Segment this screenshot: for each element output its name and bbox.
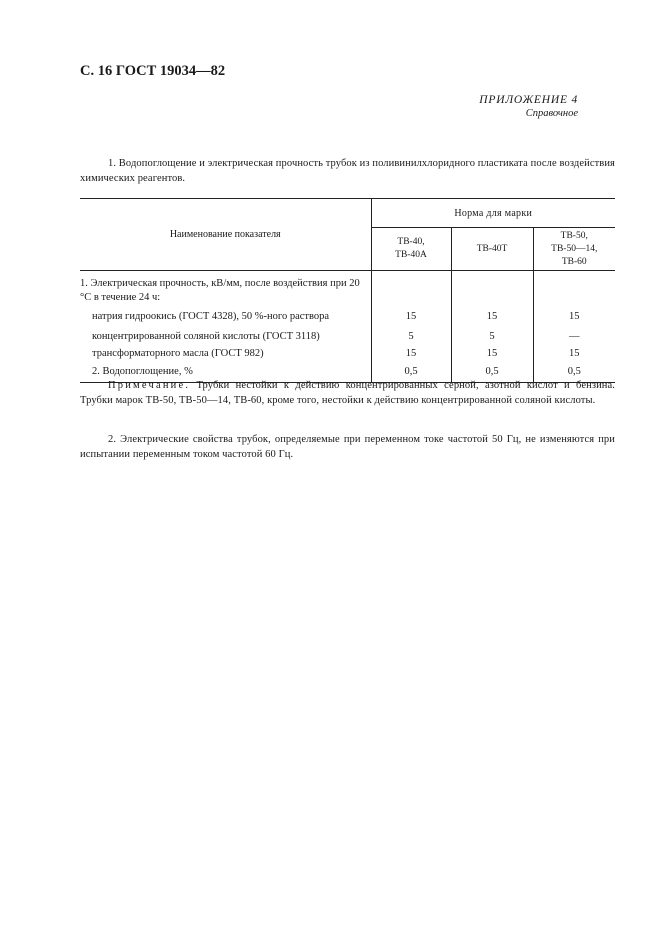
header-col-tv50-line2: ТВ-50—14, <box>551 243 598 254</box>
row-label: 2. Водопоглощение, % <box>80 362 371 382</box>
cell-value: 15 <box>371 305 451 328</box>
table-row <box>80 271 615 306</box>
cell-value: 0,5 <box>371 362 451 382</box>
header-indicator-name: Наименование показателя <box>80 199 371 271</box>
note-label: Примечание. <box>108 380 191 391</box>
table-note <box>80 378 615 408</box>
header-col-tv40-line2: ТВ-40А <box>395 250 427 260</box>
row-label: концентрированной соляной кислоты (ГОСТ 3118) <box>80 328 371 345</box>
cell-value <box>451 271 533 306</box>
header-norm-group: Норма для марки <box>371 199 615 228</box>
row-label: 1. Электрическая прочность, кВ/мм, после воздействия при 20 °С в течение 24 ч: <box>80 271 371 306</box>
header-col-tv40 <box>371 228 451 271</box>
cell-value: — <box>569 331 580 342</box>
properties-table <box>80 198 615 383</box>
table-row <box>80 305 615 328</box>
header-col-tv40t: ТВ-40Т <box>451 228 533 271</box>
header-col-tv50 <box>533 228 615 271</box>
appendix-type: Справочное <box>525 108 578 119</box>
cell-value: 15 <box>451 305 533 328</box>
cell-value: 5 <box>371 328 451 345</box>
header-col-tv40-line1: ТВ-40, <box>397 237 425 247</box>
cell-value <box>533 271 615 306</box>
row-label: трансформаторного масла (ГОСТ 982) <box>80 345 371 362</box>
cell-value: 15 <box>569 348 580 359</box>
header-col-tv50-line3: ТВ-60 <box>561 256 587 267</box>
cell-value: 15 <box>569 311 580 322</box>
cell-value: 5 <box>451 328 533 345</box>
table-row <box>80 328 615 345</box>
table-row <box>80 345 615 362</box>
page-header: С. 16 ГОСТ 19034—82 <box>80 63 226 79</box>
appendix-label: ПРИЛОЖЕНИЕ 4 <box>479 94 578 106</box>
paragraph-2: 2. Электрические свойства трубок, определяемые при переменном токе частотой 50 Гц, не изменяются при испытании переменным током частотой 60 Гц. <box>80 434 615 460</box>
cell-value <box>371 271 451 306</box>
paragraph-1: 1. Водопоглощение и электрическая прочность трубок из поливинилхлоридного пластиката после воздействия химических реагентов. <box>80 158 615 184</box>
row-label: натрия гидроокись (ГОСТ 4328), 50 %-ного раствора <box>80 305 371 328</box>
appendix-block <box>479 94 578 119</box>
header-col-tv50-line1: ТВ-50, <box>560 230 588 241</box>
cell-value: 0,5 <box>567 366 581 378</box>
cell-value: 0,5 <box>451 362 533 382</box>
cell-value: 15 <box>371 345 451 362</box>
cell-value: 15 <box>451 345 533 362</box>
note-text: Трубки нестойки к действию концентрированных серной, азотной кислот и бензина. Трубки марок ТВ-50, ТВ-50—14, ТВ-60, кроме того, нестойки к действию концентрированной соляной кислоты. <box>80 380 615 406</box>
